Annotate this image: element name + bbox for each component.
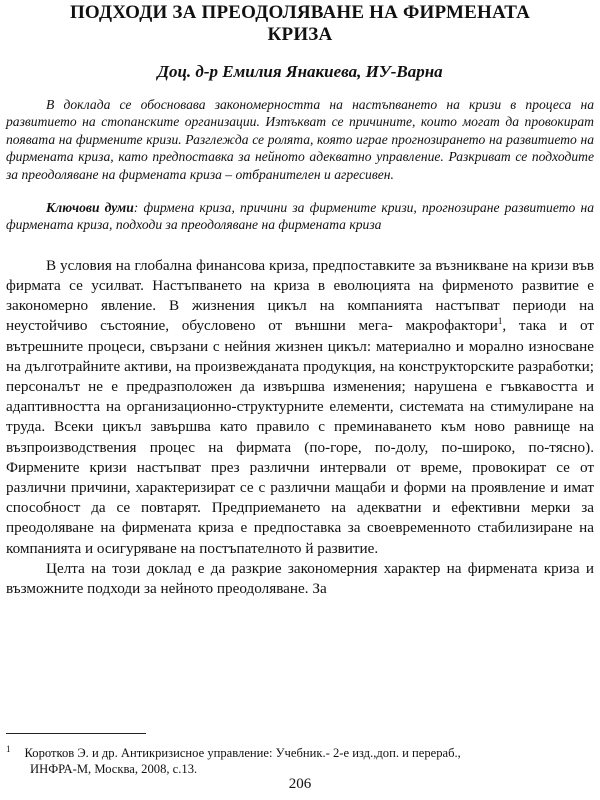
footnote-mark: 1 — [6, 744, 11, 754]
page-number: 206 — [288, 776, 312, 792]
footnote-line-2: ИНФРА-М, Москва, 2008, с.13. — [30, 762, 198, 777]
paragraph-1-text-a: В условия на глобална финансова криза, предпоставките за възникване на кризи във фирмата се усилват. Настъпването на криза в еволюцията на фирменото развитие е закономерно явление. В жизнения цикъл на компанията настъпват периоди на неустойчиво състояние, обусловено от външни мега- макрофактори — [6, 256, 594, 335]
keywords-text: : фирмена криза, причини за фирмените кризи, прогнозиране развитието на фирмената криза, подходи за преодоляване на фирмената криза — [6, 200, 594, 233]
title-line-2: КРИЗА — [267, 24, 333, 45]
keywords-label: Ключови думи — [46, 200, 134, 216]
title-line-1: ПОДХОДИ ЗА ПРЕОДОЛЯВАНЕ НА ФИРМЕНАТА — [69, 2, 531, 23]
abstract: В доклада се обосновава закономерността на настъпването на кризи в процеса на развитието на стопанските организации. Изтъкват се причините, които могат да провокират появата на фирмените кризи. Разглежда се ролята, която играе прогнозирането на развитието на фирмената криза, като предпоставка за нейното адекватно управление. Разкриват се подходите за преодоляване на фирмената криза – отбранителен и агресивен. — [6, 97, 594, 182]
author-line: Доц. д-р Емилия Янакиева, ИУ-Варна — [157, 62, 443, 81]
body-paragraph-2: Целта на този доклад е да разкрие закономерния характер на фирмената криза и възможните подходи за нейното преодоляване. За — [6, 559, 594, 598]
footnote-divider — [6, 733, 146, 734]
body-paragraph-1 — [6, 256, 594, 559]
footnote — [6, 741, 594, 777]
footnote-line-1: Коротков Э. и др. Антикризисное управление: Учебник.- 2-е изд.,доп. и перераб., — [24, 746, 461, 761]
paragraph-1-text-b: , така и от вътрешните процеси, свързани с нейния жизнен цикъл: материално и морално износване на дълготрайните активи, на произвежданата продукция, на конструкторските разработки; персоналът не е предразположен да извършва изменения; нарушена е гъвкавостта и адаптивността на организационно-структурните елементи, системата на стимулиране на труда. Всеки цикъл завършва като правило с преминаването към ново равнище на възпроизводствения процес на фирмата (по-горе, по-долу, по-широко, по-тясно). Фирмените кризи настъпват през различни интервали от време, провокират се от различни причини, характеризират се с различни мащаби и форми на проявление и имат способност да се повтарят. Предприемането на адекватни и ефективни мерки за преодоляване на фирмената криза е предпоставка за своевременното стабилизиране на компанията и осигуряване на постъпателното й развитие. — [6, 317, 594, 557]
footnote-reference[interactable]: 1 — [497, 316, 503, 327]
paper-title — [6, 2, 594, 46]
keywords — [6, 199, 594, 234]
